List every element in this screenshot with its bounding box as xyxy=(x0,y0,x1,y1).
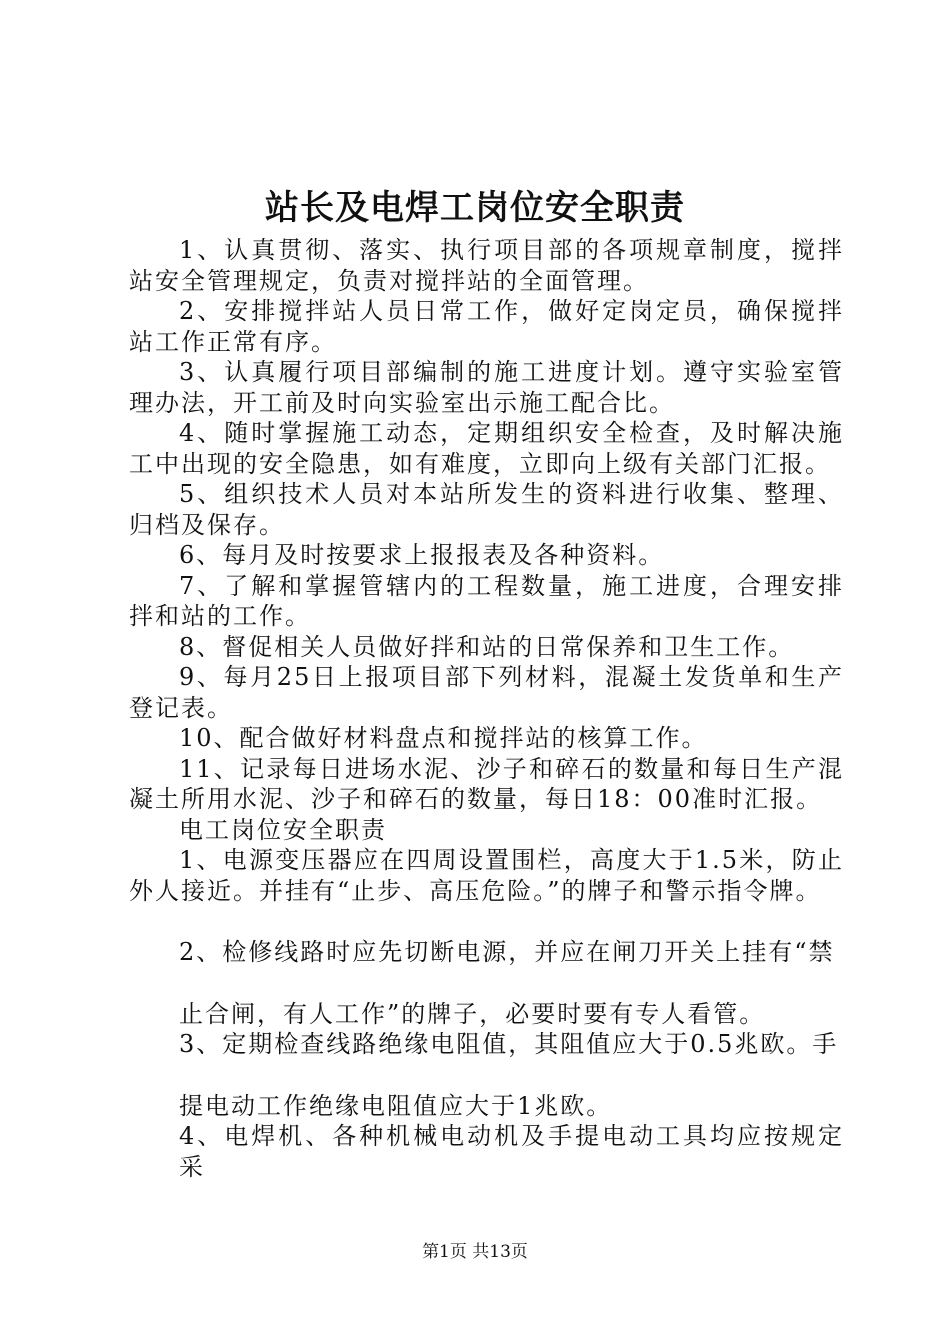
paragraph-8: 8、督促相关人员做好拌和站的日常保养和卫生工作。 xyxy=(179,632,795,661)
paragraph-1: 1、认真贯彻、落实、执行项目部的各项规章制度，搅拌站安全管理规定，负责对搅拌站的全面管理。 xyxy=(129,236,844,295)
paragraph-3: 3、认真履行项目部编制的施工进度计划。遵守实验室管理办法，开工前及时向实验室出示施工配合比。 xyxy=(129,358,844,417)
section-paragraph-2b: 止合闸，有人工作”的牌子，必要时要有专人看管。 xyxy=(179,999,766,1028)
document-body xyxy=(129,235,844,1182)
paragraph-9: 9、每月25日上报项目部下列材料，混凝土发货单和生产登记表。 xyxy=(129,663,844,722)
paragraph-7: 7、了解和掌握管辖内的工程数量，施工进度，合理安排拌和站的工作。 xyxy=(129,571,844,630)
paragraph-4: 4、随时掌握施工动态，定期组织安全检查，及时解决施工中出现的安全隐患，如有难度，立即向上级有关部门汇报。 xyxy=(129,419,844,478)
section-paragraph-1: 1、电源变压器应在四周设置围栏，高度大于1.5米，防止外人接近。并挂有“止步、高压危险。”的牌子和警示指令牌。 xyxy=(129,846,844,905)
document-title: 站长及电焊工岗位安全职责 xyxy=(265,188,685,228)
section-paragraph-3a: 3、定期检查线路绝缘电阻值，其阻值应大于0.5兆欧。手 xyxy=(179,1030,839,1058)
paragraph-10: 10、配合做好材料盘点和搅拌站的核算工作。 xyxy=(179,724,708,752)
paragraph-11: 11、记录每日进场水泥、沙子和碎石的数量和每日生产混凝土所用水泥、沙子和碎石的数量，每日18：00准时汇报。 xyxy=(129,754,844,813)
section-paragraph-2a: 2、检修线路时应先切断电源，并应在闸刀开关上挂有“禁 xyxy=(179,938,835,966)
section-heading: 电工岗位安全职责 xyxy=(179,815,387,844)
paragraph-2: 2、安排搅拌站人员日常工作，做好定岗定员，确保搅拌站工作正常有序。 xyxy=(129,297,844,356)
section-paragraph-3b: 提电动工作绝缘电阻值应大于1兆欧。 xyxy=(179,1091,613,1120)
paragraph-5: 5、组织技术人员对本站所发生的资料进行收集、整理、归档及保存。 xyxy=(129,480,844,539)
paragraph-6: 6、每月及时按要求上报报表及各种资料。 xyxy=(179,541,665,569)
section-paragraph-4: 4、电焊机、各种机械电动机及手提电动工具均应按规定采 xyxy=(179,1122,844,1181)
page-footer: 第1页 共13页 xyxy=(422,1242,528,1262)
